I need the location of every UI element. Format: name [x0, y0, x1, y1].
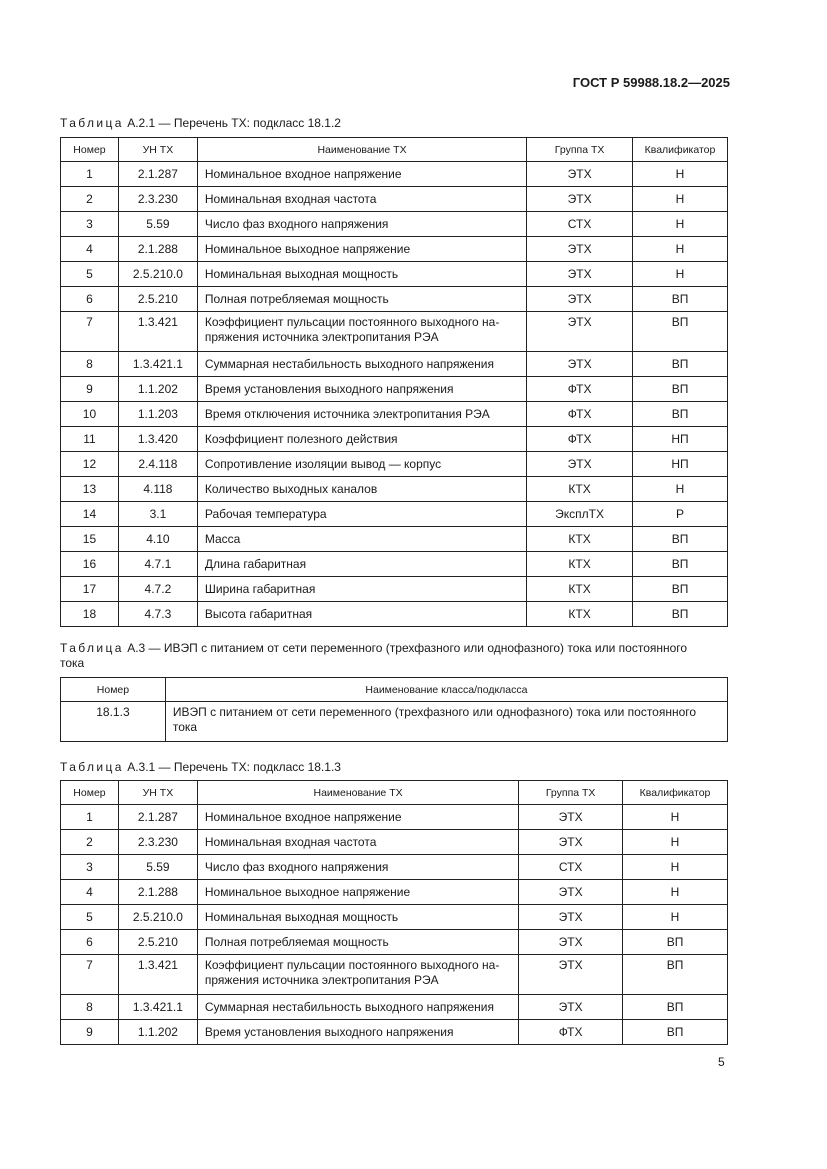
table-cell: Номинальная выходная мощность — [197, 905, 518, 930]
table-cell: ФТХ — [527, 427, 633, 452]
caption-text: А.3 — ИВЭП с питанием от сети переменного (трехфазного или однофазного) тока или постоянного тока — [60, 641, 688, 670]
table-cell: ВП — [633, 527, 728, 552]
table-cell: 1.1.202 — [118, 377, 197, 402]
table-cell: 11 — [61, 427, 119, 452]
table-cell: КТХ — [527, 552, 633, 577]
table-cell: Н — [623, 880, 728, 905]
table-cell: ЭТХ — [527, 162, 633, 187]
table-cell: Коэффициент пульсации постоянного выходного на- пряжения источника электропитания РЭА — [197, 955, 518, 995]
caption-label: Таблица — [60, 760, 124, 774]
table-cell: 1.1.203 — [118, 402, 197, 427]
table-row — [61, 552, 728, 577]
table-cell: 2.3.230 — [118, 830, 197, 855]
table-a21 — [60, 137, 728, 627]
table-cell: 2.5.210 — [118, 287, 197, 312]
table-row — [61, 502, 728, 527]
table-cell: 2.1.288 — [118, 237, 197, 262]
table-cell: ЭТХ — [527, 262, 633, 287]
table-cell: 2.5.210.0 — [118, 905, 197, 930]
table-row — [61, 855, 728, 880]
table-cell: 5.59 — [118, 212, 197, 237]
table-cell: 5 — [61, 905, 119, 930]
table-cell: 1.3.421.1 — [118, 352, 197, 377]
table-cell: ФТХ — [527, 377, 633, 402]
table-row — [61, 287, 728, 312]
table-cell: ФТХ — [519, 1020, 623, 1045]
table-cell: Время отключения источника электропитания РЭА — [197, 402, 526, 427]
table-cell: 2.1.288 — [118, 880, 197, 905]
table-cell: 6 — [61, 287, 119, 312]
table-cell: 2.1.287 — [118, 805, 197, 830]
table-cell: Номинальная выходная мощность — [197, 262, 526, 287]
table-cell: 4.118 — [118, 477, 197, 502]
table-cell: Н — [633, 212, 728, 237]
table-row — [61, 955, 728, 995]
table-a31 — [60, 780, 728, 1045]
table-cell: ЭТХ — [527, 452, 633, 477]
table-cell: 18 — [61, 602, 119, 627]
table-cell: 1 — [61, 162, 119, 187]
table-cell: Коэффициент пульсации постоянного выходного на- пряжения источника электропитания РЭА — [197, 312, 526, 352]
table-cell: ВП — [633, 377, 728, 402]
table-cell: 2.5.210 — [118, 930, 197, 955]
table-header-row — [61, 138, 728, 162]
table-row — [61, 312, 728, 352]
table-cell: ВП — [623, 930, 728, 955]
table-cell: Номинальная входная частота — [197, 830, 518, 855]
column-header: УН ТХ — [118, 781, 197, 805]
table-cell: Номинальное входное напряжение — [197, 162, 526, 187]
column-header: Номер — [61, 678, 166, 702]
table-cell: ЭТХ — [519, 830, 623, 855]
table-cell: 12 — [61, 452, 119, 477]
table-cell: Длина габаритная — [197, 552, 526, 577]
table-cell: Количество выходных каналов — [197, 477, 526, 502]
table-cell: КТХ — [527, 527, 633, 552]
table-row — [61, 830, 728, 855]
table-cell: 10 — [61, 402, 119, 427]
page-number: 5 — [718, 1055, 725, 1069]
table-row — [61, 930, 728, 955]
table-cell: 1.3.421 — [118, 955, 197, 995]
table-cell: 2 — [61, 187, 119, 212]
table-row — [61, 427, 728, 452]
table-cell: 2.5.210.0 — [118, 262, 197, 287]
table-cell: 15 — [61, 527, 119, 552]
table-cell: ЭТХ — [527, 312, 633, 352]
table-cell: 6 — [61, 930, 119, 955]
column-header: Наименование класса/подкласса — [165, 678, 727, 702]
column-header: Квалификатор — [623, 781, 728, 805]
table-row — [61, 162, 728, 187]
table-row — [61, 402, 728, 427]
table-cell: ЭТХ — [527, 187, 633, 212]
table-cell: 18.1.3 — [61, 702, 166, 742]
table-cell: 2.4.118 — [118, 452, 197, 477]
table-cell: СТХ — [527, 212, 633, 237]
table-cell: 4 — [61, 237, 119, 262]
table-cell: Номинальное входное напряжение — [197, 805, 518, 830]
table-cell: ЭТХ — [527, 352, 633, 377]
table-cell: 1.3.421.1 — [118, 995, 197, 1020]
table-row — [61, 452, 728, 477]
table-cell: 14 — [61, 502, 119, 527]
table-cell: КТХ — [527, 477, 633, 502]
table-cell: ВП — [633, 287, 728, 312]
caption-label: Таблица — [60, 116, 124, 130]
table-cell: ЭТХ — [519, 995, 623, 1020]
document-code: ГОСТ Р 59988.18.2—2025 — [572, 75, 730, 90]
table-cell: НП — [633, 452, 728, 477]
table-cell: Н — [633, 477, 728, 502]
table-cell: НП — [633, 427, 728, 452]
table-cell: ВП — [633, 552, 728, 577]
table-row — [61, 377, 728, 402]
table-cell: ЭТХ — [527, 237, 633, 262]
table-row — [61, 880, 728, 905]
table-cell: Н — [633, 237, 728, 262]
table-cell: 8 — [61, 352, 119, 377]
column-header: УН ТХ — [118, 138, 197, 162]
table-a21-caption — [60, 116, 341, 131]
table-cell: Р — [633, 502, 728, 527]
table-row — [61, 602, 728, 627]
column-header: Наименование ТХ — [197, 138, 526, 162]
column-header: Наименование ТХ — [197, 781, 518, 805]
table-row — [61, 477, 728, 502]
table-cell: Высота габаритная — [197, 602, 526, 627]
table-header-row — [61, 781, 728, 805]
table-cell: Ширина габаритная — [197, 577, 526, 602]
table-cell: Полная потребляемая мощность — [197, 287, 526, 312]
table-cell: 1.1.202 — [118, 1020, 197, 1045]
table-cell: Сопротивление изоляции вывод — корпус — [197, 452, 526, 477]
table-row — [61, 262, 728, 287]
column-header: Квалификатор — [633, 138, 728, 162]
table-cell: ВП — [633, 312, 728, 352]
table-cell: 8 — [61, 995, 119, 1020]
table-cell: ВП — [623, 1020, 728, 1045]
table-cell: 4.7.3 — [118, 602, 197, 627]
table-cell: 7 — [61, 312, 119, 352]
table-cell: 3 — [61, 212, 119, 237]
table-row — [61, 905, 728, 930]
table-row — [61, 212, 728, 237]
table-cell: Число фаз входного напряжения — [197, 855, 518, 880]
table-cell: Число фаз входного напряжения — [197, 212, 526, 237]
table-cell: Номинальная входная частота — [197, 187, 526, 212]
table-cell: Н — [623, 855, 728, 880]
table-cell: СТХ — [519, 855, 623, 880]
table-cell: Полная потребляемая мощность — [197, 930, 518, 955]
table-cell: Суммарная нестабильность выходного напряжения — [197, 352, 526, 377]
caption-text: А.3.1 — Перечень ТХ: подкласс 18.1.3 — [127, 760, 341, 774]
table-cell: 2.3.230 — [118, 187, 197, 212]
table-cell: Номинальное выходное напряжение — [197, 880, 518, 905]
table-cell: 1.3.421 — [118, 312, 197, 352]
table-cell: 1 — [61, 805, 119, 830]
table-cell: 16 — [61, 552, 119, 577]
table-cell: Н — [623, 830, 728, 855]
table-cell: ЭТХ — [519, 805, 623, 830]
table-row — [61, 577, 728, 602]
caption-label: Таблица — [60, 641, 124, 655]
table-cell: 7 — [61, 955, 119, 995]
table-header-row — [61, 678, 728, 702]
table-row — [61, 237, 728, 262]
table-a31-caption — [60, 760, 341, 775]
table-cell: 3 — [61, 855, 119, 880]
table-cell: Коэффициент полезного действия — [197, 427, 526, 452]
table-cell: ВП — [623, 955, 728, 995]
table-cell: ЭТХ — [519, 930, 623, 955]
table-cell: Номинальное выходное напряжение — [197, 237, 526, 262]
table-cell: ВП — [633, 402, 728, 427]
table-cell: 9 — [61, 1020, 119, 1045]
table-cell: ЭТХ — [519, 880, 623, 905]
table-cell: 13 — [61, 477, 119, 502]
table-cell: ВП — [633, 577, 728, 602]
table-row — [61, 352, 728, 377]
table-cell: ЭТХ — [519, 905, 623, 930]
table-cell: Время установления выходного напряжения — [197, 1020, 518, 1045]
table-row — [61, 527, 728, 552]
table-cell: 17 — [61, 577, 119, 602]
table-cell: 2.1.287 — [118, 162, 197, 187]
table-cell: Суммарная нестабильность выходного напряжения — [197, 995, 518, 1020]
column-header: Группа ТХ — [527, 138, 633, 162]
table-cell: ИВЭП с питанием от сети переменного (трехфазного или однофазного) тока или постоянного тока — [165, 702, 727, 742]
table-cell: ЭТХ — [519, 955, 623, 995]
table-cell: 5 — [61, 262, 119, 287]
table-row — [61, 805, 728, 830]
table-a3 — [60, 677, 728, 742]
table-row — [61, 702, 728, 742]
column-header: Номер — [61, 138, 119, 162]
table-cell: КТХ — [527, 602, 633, 627]
column-header: Номер — [61, 781, 119, 805]
table-cell: Н — [623, 805, 728, 830]
table-cell: ФТХ — [527, 402, 633, 427]
table-a3-caption — [60, 641, 730, 671]
table-row — [61, 995, 728, 1020]
table-cell: 3.1 — [118, 502, 197, 527]
table-cell: 4.7.1 — [118, 552, 197, 577]
table-cell: 2 — [61, 830, 119, 855]
table-cell: ВП — [633, 352, 728, 377]
table-cell: 4 — [61, 880, 119, 905]
caption-text: А.2.1 — Перечень ТХ: подкласс 18.1.2 — [127, 116, 341, 130]
table-cell: Н — [633, 187, 728, 212]
table-cell: КТХ — [527, 577, 633, 602]
table-cell: 1.3.420 — [118, 427, 197, 452]
table-cell: ВП — [623, 995, 728, 1020]
table-cell: Н — [633, 262, 728, 287]
table-cell: Масса — [197, 527, 526, 552]
table-cell: 4.7.2 — [118, 577, 197, 602]
table-cell: 4.10 — [118, 527, 197, 552]
column-header: Группа ТХ — [519, 781, 623, 805]
table-cell: ЭксплТХ — [527, 502, 633, 527]
table-cell: 9 — [61, 377, 119, 402]
table-cell: Рабочая температура — [197, 502, 526, 527]
table-cell: 5.59 — [118, 855, 197, 880]
table-cell: ВП — [633, 602, 728, 627]
table-row — [61, 187, 728, 212]
table-row — [61, 1020, 728, 1045]
table-cell: Н — [623, 905, 728, 930]
table-cell: Н — [633, 162, 728, 187]
table-cell: Время установления выходного напряжения — [197, 377, 526, 402]
table-cell: ЭТХ — [527, 287, 633, 312]
